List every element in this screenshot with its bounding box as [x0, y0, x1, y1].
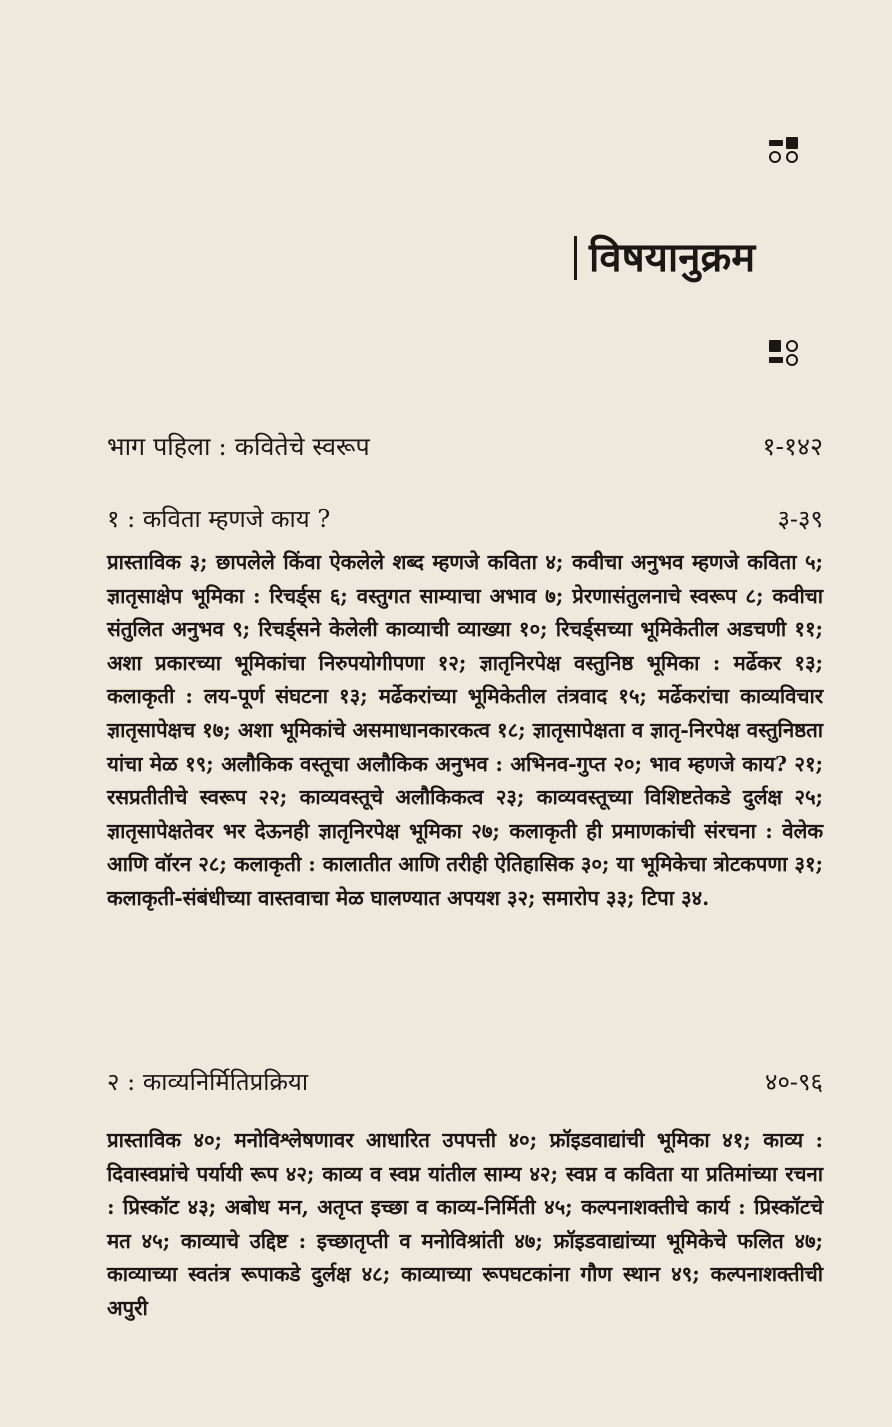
ornament-dot [769, 151, 781, 163]
ornament-dot [786, 340, 798, 352]
part-pages: १-१४२ [762, 432, 823, 461]
ornament-block [769, 357, 783, 363]
part-heading [107, 430, 823, 464]
chapter-2-summary: प्रास्ताविक ४०; मनोविश्लेषणावर आधारित उपपत्ती ४०; फ्रॉइडवाद्यांची भूमिका ४१; काव्य : दिवास्वप्नांचे पर्यायी रूप ४२; काव्य व स्वप्न यांतील साम्य ४२; स्वप्न व कविता या प्रतिमांच्या रचना : प्रिस्कॉट ४३; अबोध मन, अतृप्त इच्छा व काव्य-निर्मिती ४५; कल्पनाशक्तीचे कार्य : प्रिस्कॉटचे मत ४५; काव्याचे उद्दिष्ट : इच्छातृप्ती व मनोविश्रांती ४७; फ्रॉइडवाद्यांच्या भूमिकेचे फलित ४७; काव्याच्या स्वतंत्र रूपाकडे दुर्लक्ष ४८; काव्याच्या रूपघटकांना गौण स्थान ४९; कल्पनाशक्तीची अपुरी [107, 1128, 823, 1320]
ornament-block [769, 340, 781, 352]
page-title: विषयानुक्रम [574, 236, 839, 280]
part-label: भाग पहिला : कवितेचे स्वरूप [107, 432, 370, 461]
chapter-1-pages: ३-३९ [777, 505, 823, 533]
ornament-icon-top [769, 137, 800, 162]
ornament-dot [786, 354, 798, 366]
ornament-block [769, 140, 783, 146]
chapter-2-pages: ४०-९६ [764, 1068, 823, 1096]
chapter-1-heading [107, 502, 823, 536]
ornament-block [786, 137, 798, 149]
chapter-1-title: १ : कविता म्हणजे काय ? [107, 505, 331, 533]
chapter-1-summary: प्रास्ताविक ३; छापलेले किंवा ऐकलेले शब्द म्हणजे कविता ४; कवीचा अनुभव म्हणजे कविता ५; ज्ञातृसाक्षेप भूमिका : रिचर्ड्स ६; वस्तुगत साम्याचा अभाव ७; प्रेरणासंतुलनाचे स्वरूप ८; कवीचा संतुलित अनुभव ९; रिचर्ड्सने केलेली काव्याची व्याख्या १०; रिचर्ड्सच्या भूमिकेतील अडचणी ११; अशा प्रकारच्या भूमिकांचा निरुपयोगीपणा १२; ज्ञातृनिरपेक्ष वस्तुनिष्ठ भूमिका : मर्ढेकर १३; कलाकृती : लय-पूर्ण संघटना १३; मर्ढेकरांच्या भूमिकेतील तंत्रवाद १५; मर्ढेकरांचा काव्यविचार ज्ञातृसापेक्षच १७; अशा भूमिकांचे असमाधानकारकत्व १८; ज्ञातृसापेक्षता व ज्ञातृ-निरपेक्ष वस्तुनिष्ठता यांचा मेळ १९; अलौकिक वस्तूचा अलौकिक अनुभव : अभिनव-गुप्त २०; भाव म्हणजे काय? २१; रसप्रतीतीचे स्वरूप २२; काव्यवस्तूचे अलौकिकत्व २३; काव्यवस्तूच्या विशिष्टतेकडे दुर्लक्ष २५; ज्ञातृसापेक्षतेवर भर देऊनही ज्ञातृनिरपेक्ष भूमिका २७; कलाकृती ही प्रमाणकांची संरचना : वेलेक आणि वॉरन २८; कलाकृती : कालातीत आणि तरीही ऐतिहासिक ३०; या भूमिकेचा त्रोटकपणा ३१; कलाकृती-संबंधीच्या वास्तवाचा मेळ घालण्यात अपयश ३२; समारोप ३३; टिपा ३४. [107, 550, 823, 910]
ornament-icon-bottom [769, 340, 800, 365]
chapter-2-heading [107, 1065, 823, 1099]
chapter-2-title: २ : काव्यनिर्मितिप्रक्रिया [107, 1068, 309, 1096]
ornament-dot [786, 151, 798, 163]
